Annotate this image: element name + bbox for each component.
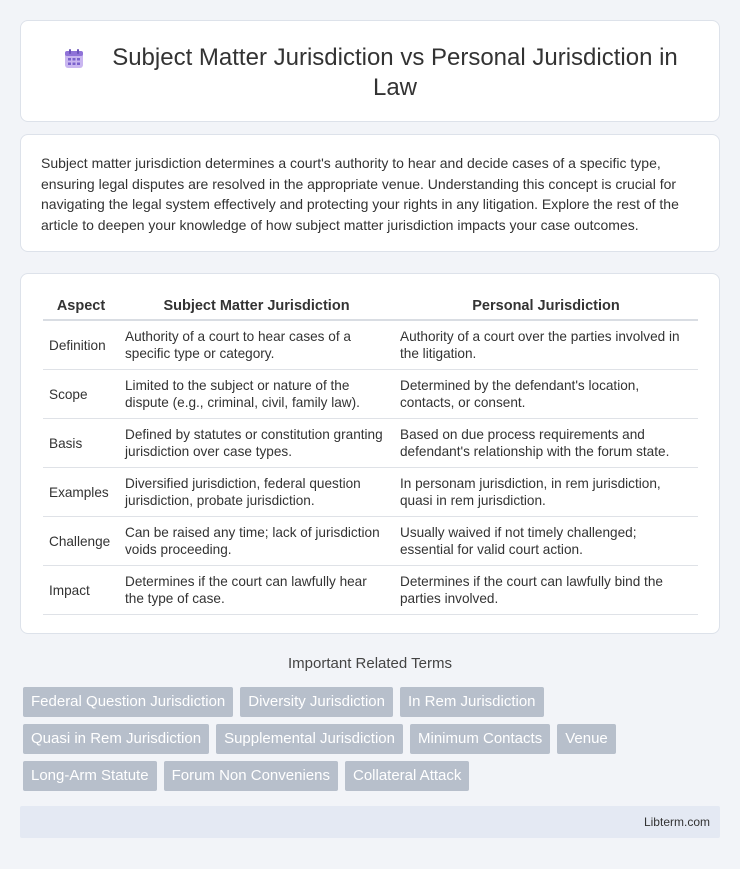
- subject-matter-cell: Authority of a court to hear cases of a specific type or category.: [119, 320, 394, 370]
- column-header-aspect: Aspect: [43, 296, 119, 320]
- personal-cell: Usually waived if not timely challenged; essential for valid court action.: [394, 517, 698, 566]
- related-term-tag[interactable]: Supplemental Jurisdiction: [216, 724, 403, 754]
- table-row: [43, 320, 698, 370]
- footer-brand[interactable]: Libterm.com: [643, 815, 710, 829]
- related-terms-list: [23, 687, 703, 791]
- related-term-tag[interactable]: Diversity Jurisdiction: [240, 687, 393, 717]
- subject-matter-cell: Defined by statutes or constitution granting jurisdiction over case types.: [119, 419, 394, 468]
- table-row: [43, 468, 698, 517]
- personal-cell: Authority of a court over the parties involved in the litigation.: [394, 320, 698, 370]
- related-term-tag[interactable]: Collateral Attack: [345, 761, 469, 791]
- table-row: [43, 566, 698, 615]
- table-row: [43, 419, 698, 468]
- title-card: [20, 20, 720, 122]
- table-row: [43, 370, 698, 419]
- row-aspect: Impact: [43, 566, 119, 615]
- intro-paragraph: Subject matter jurisdiction determines a court's authority to hear and decide cases of a specific type, ensuring legal disputes are resolved in the appropriate venue. Understanding this concept is crucial for navigating the legal system effectively and protecting your rights in any litigation. Explore the rest of the article to deepen your knowledge of how subject matter jurisdiction impacts your case outcomes.: [41, 155, 679, 233]
- personal-cell: Determines if the court can lawfully bind the parties involved.: [394, 566, 698, 615]
- subject-matter-cell: Limited to the subject or nature of the dispute (e.g., criminal, civil, family law).: [119, 370, 394, 419]
- row-aspect: Definition: [43, 320, 119, 370]
- comparison-table-card: [20, 273, 720, 634]
- row-aspect: Basis: [43, 419, 119, 468]
- table-row: [43, 517, 698, 566]
- related-term-tag[interactable]: In Rem Jurisdiction: [400, 687, 544, 717]
- comparison-table: [43, 296, 698, 615]
- row-aspect: Examples: [43, 468, 119, 517]
- column-header-subject-matter: Subject Matter Jurisdiction: [119, 296, 394, 320]
- subject-matter-cell: Diversified jurisdiction, federal question jurisdiction, probate jurisdiction.: [119, 468, 394, 517]
- row-aspect: Scope: [43, 370, 119, 419]
- related-term-tag[interactable]: Quasi in Rem Jurisdiction: [23, 724, 209, 754]
- related-term-tag[interactable]: Minimum Contacts: [410, 724, 550, 754]
- related-term-tag[interactable]: Venue: [557, 724, 616, 754]
- related-term-tag[interactable]: Forum Non Conveniens: [164, 761, 338, 791]
- related-term-tag[interactable]: Federal Question Jurisdiction: [23, 687, 233, 717]
- column-header-personal: Personal Jurisdiction: [394, 296, 698, 320]
- subject-matter-cell: Determines if the court can lawfully hear the type of case.: [119, 566, 394, 615]
- personal-cell: Determined by the defendant's location, contacts, or consent.: [394, 370, 698, 419]
- intro-card: [20, 134, 720, 252]
- related-term-tag[interactable]: Long-Arm Statute: [23, 761, 157, 791]
- row-aspect: Challenge: [43, 517, 119, 566]
- table-header-row: [43, 296, 698, 320]
- personal-cell: In personam jurisdiction, in rem jurisdiction, quasi in rem jurisdiction.: [394, 468, 698, 517]
- page-title: Subject Matter Jurisdiction vs Personal Jurisdiction in Law: [112, 44, 678, 101]
- personal-cell: Based on due process requirements and defendant's relationship with the forum state.: [394, 419, 698, 468]
- subject-matter-cell: Can be raised any time; lack of jurisdiction voids proceeding.: [119, 517, 394, 566]
- related-terms-heading: Important Related Terms: [288, 655, 452, 672]
- footer: [20, 806, 720, 838]
